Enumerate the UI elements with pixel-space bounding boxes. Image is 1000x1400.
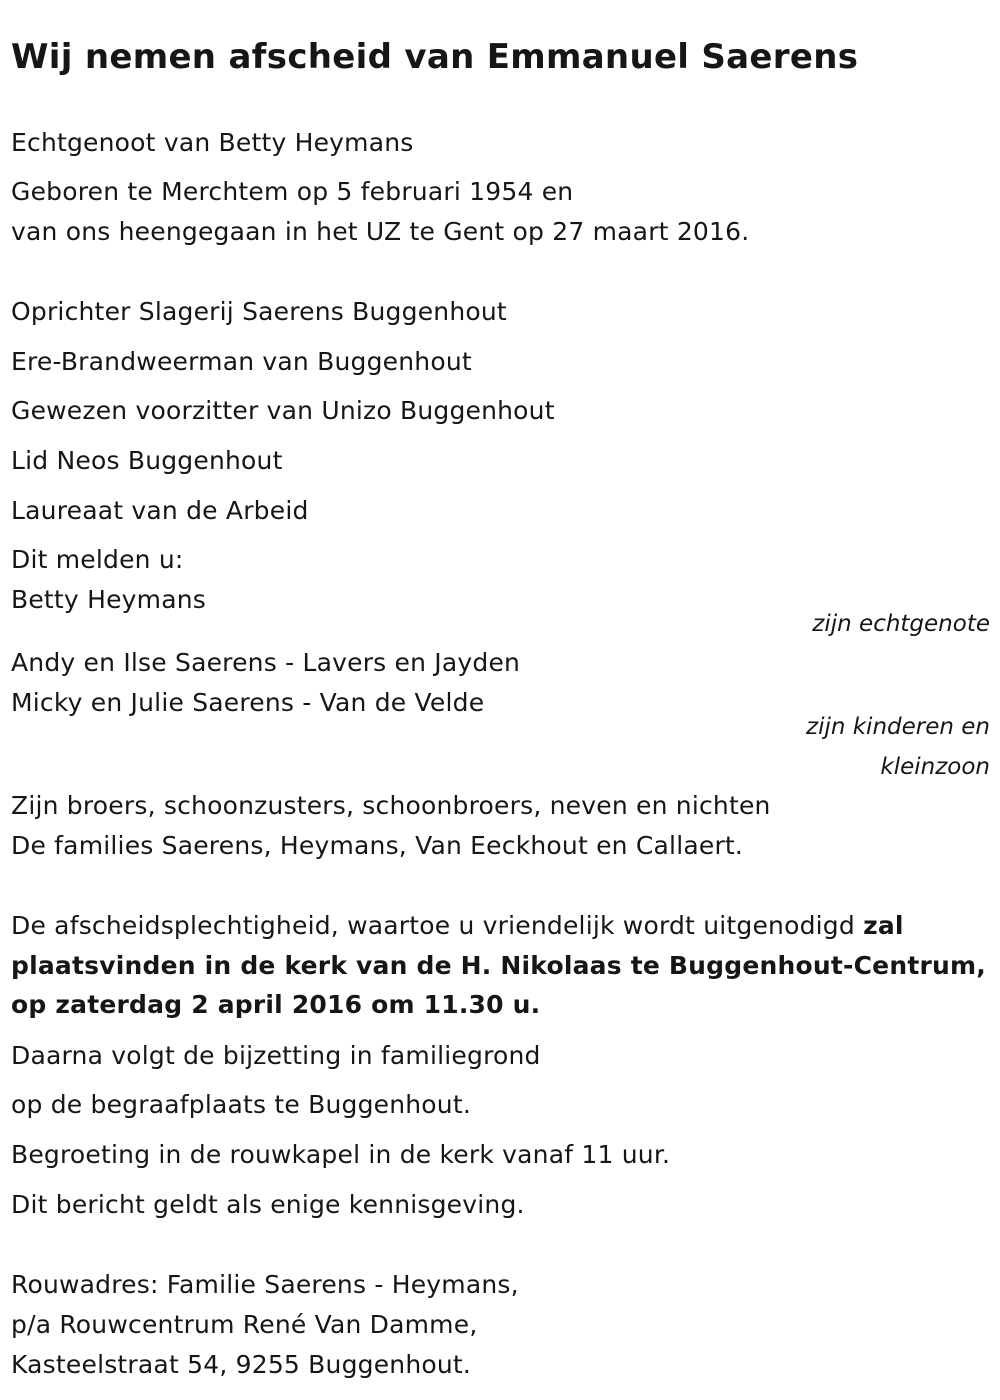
ceremony-line-1 xyxy=(11,911,904,941)
address-line-1: Rouwadres: Familie Saerens - Heymans, xyxy=(11,1270,519,1299)
birth-line: Geboren te Merchtem op 5 februari 1954 en xyxy=(11,177,574,206)
ceremony-bold-start: zal xyxy=(863,911,904,940)
ceremony-invitation-text: De afscheidsplechtigheid, waartoe u vriendelijk wordt uitgenodigd xyxy=(11,911,864,940)
spouse-name: Betty Heymans xyxy=(11,585,206,614)
families-line: De families Saerens, Heymans, Van Eeckhout en Callaert. xyxy=(11,831,744,860)
children-relation-2: kleinzoon xyxy=(880,754,990,780)
relatives-line: Zijn broers, schoonzusters, schoonbroers, neven en nichten xyxy=(11,791,771,820)
burial-line-1: Daarna volgt de bijzetting in familiegrond xyxy=(11,1041,541,1070)
children-relation-1: zijn kinderen en xyxy=(806,714,990,740)
address-line-2: p/a Rouwcentrum René Van Damme, xyxy=(11,1310,478,1339)
title-laureate: Laureaat van de Arbeid xyxy=(11,496,309,525)
spouse-relation: zijn echtgenote xyxy=(812,611,990,637)
address-line-3: Kasteelstraat 54, 9255 Buggenhout. xyxy=(11,1350,472,1379)
title-neos: Lid Neos Buggenhout xyxy=(11,446,283,475)
notice-line: Dit bericht geldt als enige kennisgeving. xyxy=(11,1190,525,1219)
spouse-line: Echtgenoot van Betty Heymans xyxy=(11,128,414,157)
death-line: van ons heengegaan in het UZ te Gent op 27 maart 2016. xyxy=(11,217,750,246)
child-2: Micky en Julie Saerens - Van de Velde xyxy=(11,688,485,717)
announcers-heading: Dit melden u: xyxy=(11,545,184,574)
ceremony-location: plaatsvinden in de kerk van de H. Nikolaas te Buggenhout-Centrum, xyxy=(11,951,986,980)
burial-line-2: op de begraafplaats te Buggenhout. xyxy=(11,1090,471,1119)
page-title: Wij nemen afscheid van Emmanuel Saerens xyxy=(11,37,859,77)
ceremony-datetime: op zaterdag 2 april 2016 om 11.30 u. xyxy=(11,990,541,1019)
greeting-line: Begroeting in de rouwkapel in de kerk vanaf 11 uur. xyxy=(11,1140,671,1169)
child-1: Andy en Ilse Saerens - Lavers en Jayden xyxy=(11,648,521,677)
title-founder: Oprichter Slagerij Saerens Buggenhout xyxy=(11,297,507,326)
title-firefighter: Ere-Brandweerman van Buggenhout xyxy=(11,347,472,376)
title-unizo: Gewezen voorzitter van Unizo Buggenhout xyxy=(11,396,555,425)
